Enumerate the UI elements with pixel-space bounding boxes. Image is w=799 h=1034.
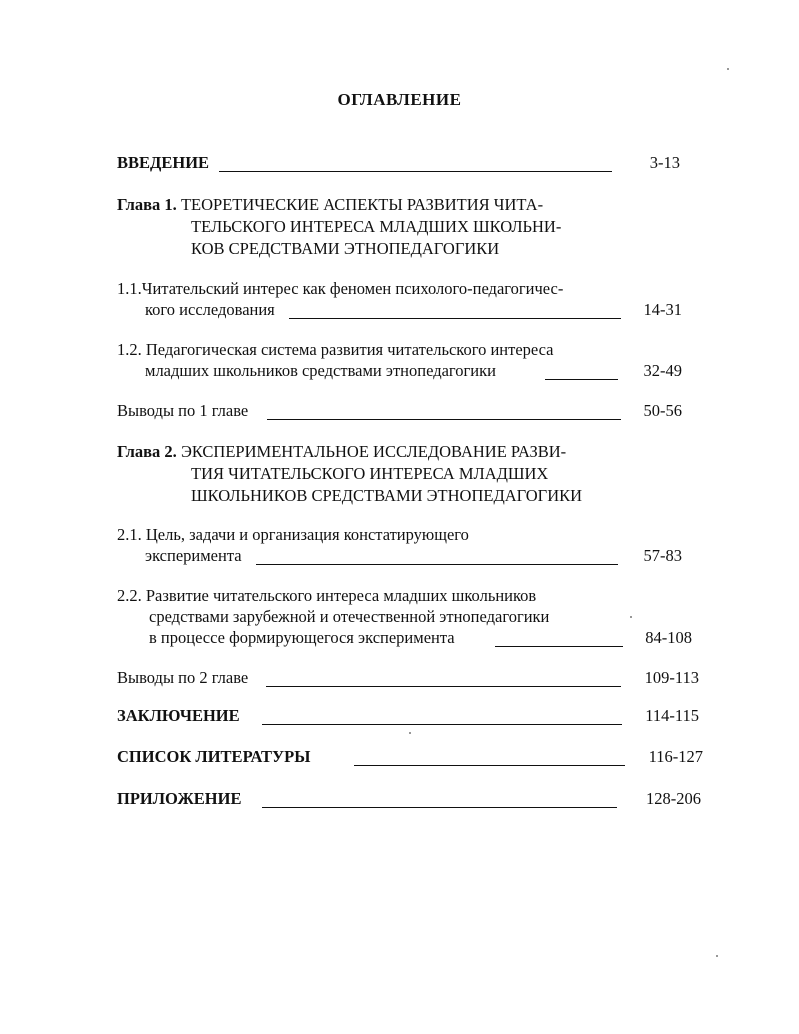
toc-conclusion-label: ЗАКЛЮЧЕНИЕ <box>117 706 240 725</box>
scan-speck <box>630 616 632 618</box>
toc-section-2-2-line2: средствами зарубежной и отечественной этнопедагогики <box>149 607 550 626</box>
scan-speck <box>716 955 718 957</box>
toc-section-2-2-pages: 84-108 <box>645 628 692 647</box>
toc-chapter2-prefix: Глава 2. <box>117 442 177 461</box>
toc-entry-intro-label: ВВЕДЕНИЕ <box>117 153 210 172</box>
toc-section-2-2-line1: 2.2. Развитие читательского интереса младших школьников <box>117 586 537 605</box>
toc-references-pages: 116-127 <box>648 747 703 766</box>
toc-leader-line <box>262 724 622 725</box>
toc-section-1-1-line2: кого исследования <box>145 300 275 319</box>
toc-conclusion-pages: 114-115 <box>645 706 699 725</box>
toc-leader-line <box>267 419 621 420</box>
scan-speck <box>409 732 411 734</box>
toc-chapter1-line1 <box>117 194 543 216</box>
toc-references-label: СПИСОК ЛИТЕРАТУРЫ <box>117 747 311 766</box>
toc-conclusions2-label: Выводы по 2 главе <box>117 668 249 687</box>
page-title: ОГЛАВЛЕНИЕ <box>337 90 462 109</box>
toc-conclusions1-label: Выводы по 1 главе <box>117 401 249 420</box>
toc-conclusions2-pages: 109-113 <box>644 668 699 687</box>
toc-section-1-2-line2: младших школьников средствами этнопедагогики <box>145 361 496 380</box>
toc-leader-line <box>266 686 621 687</box>
toc-leader-line <box>289 318 621 319</box>
toc-appendix-label: ПРИЛОЖЕНИЕ <box>117 789 242 808</box>
toc-leader-line <box>262 807 617 808</box>
toc-chapter2-title-line3: ШКОЛЬНИКОВ СРЕДСТВАМИ ЭТНОПЕДАГОГИКИ <box>191 486 583 505</box>
toc-section-1-2-pages: 32-49 <box>643 361 682 380</box>
toc-leader-line <box>256 564 618 565</box>
toc-chapter1-title-line2: ТЕЛЬСКОГО ИНТЕРЕСА МЛАДШИХ ШКОЛЬНИ- <box>191 217 562 236</box>
toc-appendix-pages: 128-206 <box>646 789 701 808</box>
toc-section-1-1-line1: 1.1.Читательский интерес как феномен психолого-педагогичес- <box>117 279 564 298</box>
toc-section-2-1-line2: эксперимента <box>145 546 242 565</box>
toc-section-2-2-line3: в процессе формирующегося эксперимента <box>149 628 455 647</box>
toc-chapter2-line1 <box>117 441 566 463</box>
toc-leader-line <box>354 765 625 766</box>
toc-section-1-1-pages: 14-31 <box>643 300 682 319</box>
toc-chapter1-prefix: Глава 1. <box>117 195 177 214</box>
toc-leader-line <box>219 171 612 172</box>
toc-section-2-1-pages: 57-83 <box>643 546 682 565</box>
toc-chapter2-title-line2: ТИЯ ЧИТАТЕЛЬСКОГО ИНТЕРЕСА МЛАДШИХ <box>191 464 549 483</box>
toc-chapter1-title-line3: КОВ СРЕДСТВАМИ ЭТНОПЕДАГОГИКИ <box>191 239 500 258</box>
toc-chapter2-title-line1: ЭКСПЕРИМЕНТАЛЬНОЕ ИССЛЕДОВАНИЕ РАЗВИ- <box>180 442 567 461</box>
toc-entry-intro-pages: 3-13 <box>649 153 680 172</box>
scan-speck <box>727 68 729 70</box>
toc-conclusions1-pages: 50-56 <box>643 401 682 420</box>
toc-section-1-2-line1: 1.2. Педагогическая система развития читательского интереса <box>117 340 554 359</box>
toc-chapter1-title-line1: ТЕОРЕТИЧЕСКИЕ АСПЕКТЫ РАЗВИТИЯ ЧИТА- <box>180 195 544 214</box>
toc-section-2-1-line1: 2.1. Цель, задачи и организация констатирующего <box>117 525 469 544</box>
